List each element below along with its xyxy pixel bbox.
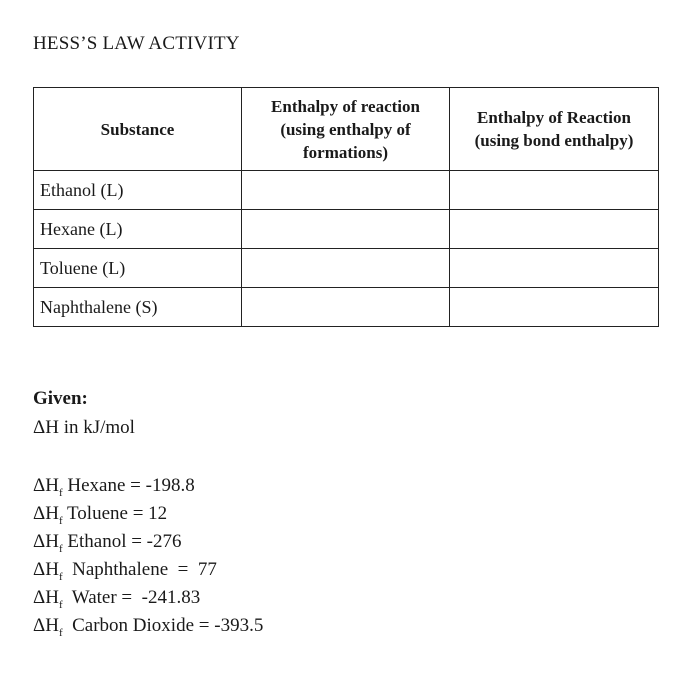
value-text: Hexane = -198.8 bbox=[62, 475, 195, 496]
delta-h-symbol: ΔH bbox=[33, 559, 59, 580]
substance-cell: Ethanol (L) bbox=[34, 171, 242, 210]
page-title: HESS’S LAW ACTIVITY bbox=[33, 33, 240, 54]
list-item bbox=[33, 586, 263, 614]
delta-h-symbol: ΔH bbox=[33, 531, 59, 552]
bond-cell[interactable] bbox=[450, 210, 659, 249]
formation-enthalpy-list bbox=[33, 474, 263, 642]
table-row bbox=[34, 210, 659, 249]
table-row bbox=[34, 288, 659, 327]
substance-cell: Hexane (L) bbox=[34, 210, 242, 249]
list-item bbox=[33, 614, 263, 642]
formation-cell[interactable] bbox=[242, 288, 450, 327]
bond-cell[interactable] bbox=[450, 288, 659, 327]
list-item bbox=[33, 530, 263, 558]
list-item bbox=[33, 474, 263, 502]
subscript-f: f bbox=[58, 598, 63, 611]
substance-cell: Naphthalene (S) bbox=[34, 288, 242, 327]
delta-h-symbol: ΔH bbox=[33, 587, 59, 608]
list-item bbox=[33, 558, 263, 586]
subscript-f: f bbox=[58, 542, 63, 555]
delta-h-symbol: ΔH bbox=[33, 503, 59, 524]
value-text: Carbon Dioxide = -393.5 bbox=[62, 615, 264, 636]
value-text: Water = -241.83 bbox=[62, 587, 201, 608]
formation-cell[interactable] bbox=[242, 210, 450, 249]
bond-cell[interactable] bbox=[450, 171, 659, 210]
table-row bbox=[34, 171, 659, 210]
header-enthalpy-formation: Enthalpy of reaction (using enthalpy of formations) bbox=[242, 88, 450, 171]
formation-cell[interactable] bbox=[242, 249, 450, 288]
substance-cell: Toluene (L) bbox=[34, 249, 242, 288]
given-heading: Given: bbox=[33, 388, 88, 409]
subscript-f: f bbox=[58, 514, 63, 527]
subscript-f: f bbox=[58, 626, 63, 639]
subscript-f: f bbox=[58, 570, 63, 583]
table-header-row bbox=[34, 88, 659, 171]
bond-cell[interactable] bbox=[450, 249, 659, 288]
delta-h-symbol: ΔH bbox=[33, 475, 59, 496]
header-enthalpy-bond: Enthalpy of Reaction (using bond enthalpy) bbox=[450, 88, 659, 171]
formation-cell[interactable] bbox=[242, 171, 450, 210]
header-substance: Substance bbox=[34, 88, 242, 171]
table-row bbox=[34, 249, 659, 288]
enthalpy-table bbox=[33, 87, 659, 327]
delta-h-symbol: ΔH bbox=[33, 615, 59, 636]
value-text: Naphthalene = 77 bbox=[62, 559, 217, 580]
value-text: Ethanol = -276 bbox=[62, 531, 182, 552]
subscript-f: f bbox=[58, 486, 63, 499]
list-item bbox=[33, 502, 263, 530]
value-text: Toluene = 12 bbox=[62, 503, 168, 524]
units-note: ΔH in kJ/mol bbox=[33, 417, 135, 438]
